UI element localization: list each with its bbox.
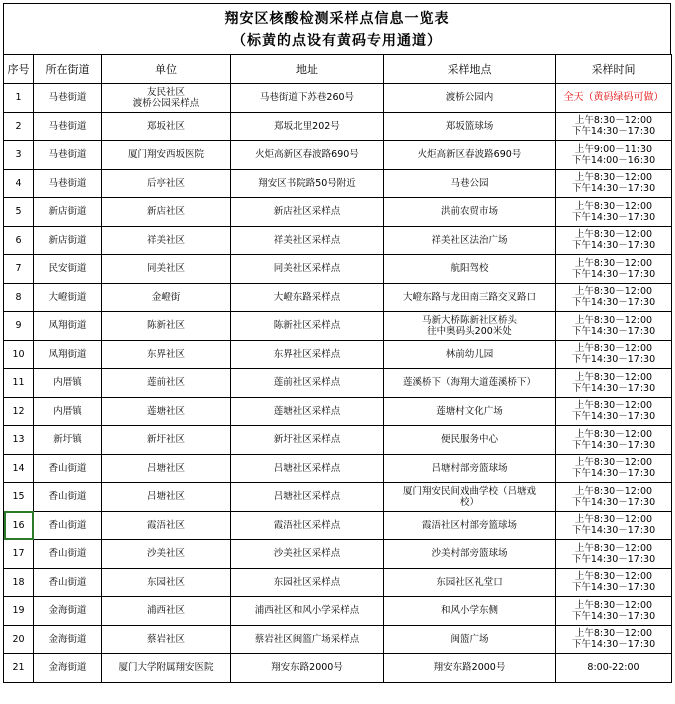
cell-index[interactable]: 4	[4, 169, 34, 198]
cell-time-line: 下午14:30－17:30	[571, 411, 656, 423]
cell-time[interactable]	[556, 540, 672, 569]
cell-unit-line: 新店社区	[146, 206, 185, 218]
cell-time-line: 下午14:30－17:30	[571, 240, 656, 252]
cell-time-line: 上午8:30－12:00	[574, 229, 653, 241]
cell-site-line: 渡桥公园内	[445, 92, 494, 104]
cell-unit-line: 同美社区	[146, 263, 185, 275]
cell-time[interactable]	[556, 369, 672, 398]
cell-unit[interactable]	[102, 597, 231, 626]
table-row	[4, 540, 672, 569]
table-row	[4, 511, 672, 540]
sheet-title: 翔安区核酸检测采样点信息一览表	[224, 11, 450, 27]
cell-site[interactable]	[384, 226, 556, 255]
cell-time[interactable]	[556, 312, 672, 341]
cell-site-line: 霞浯社区村部旁篮球场	[421, 519, 517, 531]
cell-index[interactable]: 18	[4, 568, 34, 597]
cell-street[interactable]: 马巷街道	[34, 141, 102, 170]
header-cell-time[interactable]: 采样时间	[556, 55, 672, 84]
table-row	[4, 625, 672, 654]
cell-unit-line: 浦西社区	[146, 605, 185, 617]
cell-street[interactable]: 内厝镇	[34, 369, 102, 398]
cell-street[interactable]: 金海街道	[34, 654, 102, 683]
cell-address[interactable]: 新店社区采样点	[231, 198, 384, 227]
cell-time[interactable]	[556, 483, 672, 512]
cell-time[interactable]	[556, 654, 672, 683]
cell-address[interactable]: 吕塘社区采样点	[231, 483, 384, 512]
cell-time-line: 上午8:30－12:00	[574, 571, 653, 583]
cell-street[interactable]: 新圩镇	[34, 426, 102, 455]
cell-site[interactable]	[384, 283, 556, 312]
table-header-row	[4, 55, 672, 84]
cell-unit[interactable]	[102, 625, 231, 654]
table-row	[4, 112, 672, 141]
cell-unit[interactable]	[102, 654, 231, 683]
cell-time[interactable]	[556, 568, 672, 597]
table-row	[4, 454, 672, 483]
cell-time-line: 上午8:30－12:00	[574, 514, 653, 526]
table-row	[4, 426, 672, 455]
cell-unit[interactable]	[102, 454, 231, 483]
cell-street[interactable]: 香山街道	[34, 511, 102, 540]
table-row	[4, 255, 672, 284]
cell-site[interactable]	[384, 568, 556, 597]
table-row	[4, 340, 672, 369]
cell-site[interactable]	[384, 511, 556, 540]
cell-unit-line: 金嶝街	[151, 291, 181, 303]
cell-time-line: 下午14:30－17:30	[571, 582, 656, 594]
cell-site[interactable]	[384, 597, 556, 626]
header-cell-address[interactable]: 地址	[231, 55, 384, 84]
cell-unit[interactable]	[102, 226, 231, 255]
cell-site[interactable]	[384, 397, 556, 426]
cell-site[interactable]	[384, 426, 556, 455]
cell-time-line: 下午14:30－17:30	[571, 268, 656, 280]
cell-site-line: 沙美村部旁篮球场	[431, 548, 508, 560]
cell-street[interactable]: 香山街道	[34, 454, 102, 483]
cell-site-line: 厦门翔安民间戏曲学校（吕塘戏	[402, 485, 536, 497]
cell-site-line: 往中奥码头200米处	[427, 325, 512, 337]
cell-unit[interactable]	[102, 84, 231, 113]
cell-street[interactable]: 新店街道	[34, 198, 102, 227]
cell-site[interactable]	[384, 141, 556, 170]
cell-street[interactable]: 内厝镇	[34, 397, 102, 426]
cell-time-line: 上午8:30－12:00	[574, 599, 653, 611]
cell-time-line: 下午14:30－17:30	[571, 354, 656, 366]
cell-index[interactable]: 11	[4, 369, 34, 398]
cell-site[interactable]	[384, 312, 556, 341]
cell-address[interactable]: 陈新社区采样点	[231, 312, 384, 341]
header-cell-street[interactable]: 所在街道	[34, 55, 102, 84]
cell-address[interactable]: 莲前社区采样点	[231, 369, 384, 398]
sheet-subtitle: （标黄的点设有黄码专用通道）	[232, 33, 442, 49]
table-row	[4, 654, 672, 683]
cell-unit-line: 陈新社区	[146, 320, 185, 332]
cell-site-line: 洪前农贸市场	[440, 206, 498, 218]
cell-time-line: 上午8:30－12:00	[574, 457, 653, 469]
cell-site-line: 马新大桥陈新社区桥头	[421, 314, 517, 326]
header-cell-site[interactable]: 采样地点	[384, 55, 556, 84]
cell-address[interactable]: 莲塘社区采样点	[231, 397, 384, 426]
cell-address[interactable]: 马巷街道下苏巷260号	[231, 84, 384, 113]
cell-time-line: 下午14:30－17:30	[571, 382, 656, 394]
cell-time-line: 下午14:30－17:30	[571, 553, 656, 565]
cell-site-line: 郑坂篮球场	[445, 120, 494, 132]
cell-address[interactable]: 新圩社区采样点	[231, 426, 384, 455]
table-row	[4, 568, 672, 597]
cell-time-line: 上午8:30－12:00	[574, 428, 653, 440]
cell-time[interactable]	[556, 426, 672, 455]
cell-unit-line: 厦门翔安西坂医院	[127, 149, 204, 161]
cell-time[interactable]	[556, 255, 672, 284]
cell-time[interactable]	[556, 397, 672, 426]
cell-time-line: 上午8:30－12:00	[574, 257, 653, 269]
header-cell-unit[interactable]: 单位	[102, 55, 231, 84]
cell-time-line: 上午8:30－12:00	[574, 286, 653, 298]
cell-unit[interactable]	[102, 112, 231, 141]
cell-address[interactable]: 祥美社区采样点	[231, 226, 384, 255]
cell-time-line: 上午8:30－12:00	[574, 542, 653, 554]
cell-index[interactable]: 12	[4, 397, 34, 426]
cell-unit-line: 莲塘社区	[146, 405, 185, 417]
cell-site-line: 东园社区礼堂口	[436, 576, 503, 588]
table-row	[4, 169, 672, 198]
cell-street[interactable]: 香山街道	[34, 540, 102, 569]
cell-site-line: 吕塘村部旁篮球场	[431, 462, 508, 474]
cell-time[interactable]	[556, 625, 672, 654]
table-row	[4, 283, 672, 312]
cell-unit-line: 沙美社区	[146, 548, 185, 560]
cell-address[interactable]: 大嶝东路采样点	[231, 283, 384, 312]
cell-site[interactable]	[384, 483, 556, 512]
cell-site-line: 莲溪桥下（海翔大道莲溪桥下）	[402, 377, 536, 389]
cell-index[interactable]: 13	[4, 426, 34, 455]
cell-unit[interactable]	[102, 426, 231, 455]
cell-unit[interactable]	[102, 369, 231, 398]
cell-address[interactable]: 吕塘社区采样点	[231, 454, 384, 483]
cell-index[interactable]: 8	[4, 283, 34, 312]
cell-unit-line: 渡桥公园采样点	[132, 97, 200, 109]
table-row	[4, 369, 672, 398]
cell-unit[interactable]	[102, 483, 231, 512]
cell-unit[interactable]	[102, 397, 231, 426]
cell-unit-line: 吕塘社区	[146, 491, 185, 503]
cell-unit-line: 蔡岩社区	[146, 633, 185, 645]
cell-index[interactable]: 15	[4, 483, 34, 512]
cell-street[interactable]: 大嶝街道	[34, 283, 102, 312]
cell-site-line: 火炬高新区春波路690号	[417, 149, 522, 161]
cell-time-line: 下午14:30－17:30	[571, 439, 656, 451]
cell-index[interactable]: 1	[4, 84, 34, 113]
cell-street[interactable]: 金海街道	[34, 625, 102, 654]
cell-site[interactable]	[384, 540, 556, 569]
cell-unit-line: 厦门大学附属翔安医院	[118, 662, 214, 674]
cell-site-line: 祥美社区法治广场	[431, 234, 508, 246]
cell-address[interactable]: 沙美社区采样点	[231, 540, 384, 569]
cell-address[interactable]: 郑坂北里202号	[231, 112, 384, 141]
cell-unit[interactable]	[102, 540, 231, 569]
cell-site[interactable]	[384, 369, 556, 398]
cell-index[interactable]: 7	[4, 255, 34, 284]
cell-site-line: 便民服务中心	[440, 434, 498, 446]
cell-unit[interactable]	[102, 568, 231, 597]
cell-time-line: 下午14:30－17:30	[571, 183, 656, 195]
cell-unit[interactable]	[102, 340, 231, 369]
cell-site[interactable]	[384, 625, 556, 654]
cell-time-line: 上午8:30－12:00	[574, 485, 653, 497]
cell-address[interactable]: 翔安东路2000号	[231, 654, 384, 683]
cell-time-line: 8:00-22:00	[587, 662, 640, 674]
table-row	[4, 84, 672, 113]
cell-index[interactable]: 14	[4, 454, 34, 483]
cell-site[interactable]	[384, 454, 556, 483]
cell-site[interactable]	[384, 255, 556, 284]
table-row	[4, 226, 672, 255]
cell-index[interactable]: 6	[4, 226, 34, 255]
cell-address[interactable]: 东园社区采样点	[231, 568, 384, 597]
cell-index[interactable]: 16	[4, 511, 34, 540]
table-row	[4, 397, 672, 426]
cell-address[interactable]: 同美社区采样点	[231, 255, 384, 284]
cell-unit[interactable]	[102, 255, 231, 284]
sampling-sites-table	[3, 54, 672, 683]
cell-site-line: 马巷公园	[450, 177, 489, 189]
cell-time-line: 上午8:30－12:00	[574, 200, 653, 212]
table-row	[4, 483, 672, 512]
cell-time-line: 下午14:30－17:30	[571, 496, 656, 508]
cell-unit-line: 东园社区	[146, 576, 185, 588]
table-row	[4, 198, 672, 227]
cell-time-line: 上午8:30－12:00	[574, 343, 653, 355]
cell-index[interactable]: 3	[4, 141, 34, 170]
cell-unit-line: 祥美社区	[146, 234, 185, 246]
cell-address[interactable]: 火炬高新区春波路690号	[231, 141, 384, 170]
table-row	[4, 597, 672, 626]
cell-time[interactable]	[556, 340, 672, 369]
cell-time-line: 下午14:30－17:30	[571, 211, 656, 223]
cell-time[interactable]	[556, 84, 672, 113]
cell-time-line: 下午14:00－16:30	[571, 154, 656, 166]
cell-time-line: 下午14:30－17:30	[571, 639, 656, 651]
cell-street[interactable]: 新店街道	[34, 226, 102, 255]
cell-index[interactable]: 19	[4, 597, 34, 626]
cell-street[interactable]: 金海街道	[34, 597, 102, 626]
cell-site[interactable]	[384, 198, 556, 227]
cell-time-line: 上午8:30－12:00	[574, 115, 653, 127]
cell-index[interactable]: 17	[4, 540, 34, 569]
cell-index[interactable]: 9	[4, 312, 34, 341]
cell-unit-line: 东界社区	[146, 348, 185, 360]
cell-time-line: 下午14:30－17:30	[571, 297, 656, 309]
cell-unit[interactable]	[102, 169, 231, 198]
cell-time[interactable]	[556, 454, 672, 483]
cell-site-line: 大嶝东路与龙田南三路交叉路口	[402, 291, 536, 303]
cell-time-line: 上午8:30－12:00	[574, 314, 653, 326]
cell-site-line: 和风小学东侧	[440, 605, 498, 617]
cell-time-line: 下午14:30－17:30	[571, 325, 656, 337]
cell-street[interactable]: 香山街道	[34, 483, 102, 512]
cell-site[interactable]	[384, 169, 556, 198]
cell-address[interactable]: 翔安区书院路50号附近	[231, 169, 384, 198]
cell-site-line: 校）	[459, 496, 479, 508]
cell-time[interactable]	[556, 511, 672, 540]
cell-site-line: 林前幼儿园	[445, 348, 494, 360]
table-row	[4, 312, 672, 341]
cell-time[interactable]	[556, 141, 672, 170]
header-cell-index[interactable]: 序号	[4, 55, 34, 84]
cell-time-line: 上午8:30－12:00	[574, 400, 653, 412]
cell-unit-line: 吕塘社区	[146, 462, 185, 474]
cell-address[interactable]: 蔡岩社区闽篮广场采样点	[231, 625, 384, 654]
cell-site-line: 莲塘村文化广场	[436, 405, 503, 417]
cell-time-line: 下午14:30－17:30	[571, 126, 656, 138]
table-body	[4, 84, 672, 683]
cell-unit-line: 后亭社区	[146, 177, 185, 189]
cell-street[interactable]: 民安街道	[34, 255, 102, 284]
cell-site-line: 闽篮广场	[450, 633, 489, 645]
cell-street[interactable]: 凤翔街道	[34, 340, 102, 369]
cell-time-line: 下午14:30－17:30	[571, 468, 656, 480]
cell-time-line: 上午8:30－12:00	[574, 371, 653, 383]
cell-index[interactable]: 20	[4, 625, 34, 654]
cell-index[interactable]: 10	[4, 340, 34, 369]
cell-street[interactable]: 马巷街道	[34, 169, 102, 198]
cell-time[interactable]	[556, 283, 672, 312]
cell-time[interactable]	[556, 198, 672, 227]
cell-unit[interactable]	[102, 141, 231, 170]
cell-unit-line: 友民社区	[146, 86, 185, 98]
cell-index[interactable]: 21	[4, 654, 34, 683]
cell-street[interactable]: 马巷街道	[34, 112, 102, 141]
cell-unit-line: 霞浯社区	[146, 519, 185, 531]
table-row	[4, 141, 672, 170]
cell-time[interactable]	[556, 226, 672, 255]
cell-unit[interactable]	[102, 312, 231, 341]
cell-index[interactable]: 5	[4, 198, 34, 227]
cell-unit[interactable]	[102, 283, 231, 312]
cell-time-line: 全天（黄码绿码可做）	[563, 92, 664, 104]
cell-site[interactable]	[384, 84, 556, 113]
cell-site-line: 翔安东路2000号	[433, 662, 506, 674]
cell-time-line: 上午9:00－11:30	[574, 143, 653, 155]
cell-street[interactable]: 香山街道	[34, 568, 102, 597]
cell-address[interactable]: 东界社区采样点	[231, 340, 384, 369]
cell-time-line: 上午8:30－12:00	[574, 172, 653, 184]
cell-time[interactable]	[556, 169, 672, 198]
cell-address[interactable]: 霞浯社区采样点	[231, 511, 384, 540]
cell-unit[interactable]	[102, 511, 231, 540]
cell-site[interactable]	[384, 654, 556, 683]
cell-time[interactable]	[556, 597, 672, 626]
cell-street[interactable]: 马巷街道	[34, 84, 102, 113]
cell-unit[interactable]	[102, 198, 231, 227]
cell-time-line: 下午14:30－17:30	[571, 610, 656, 622]
cell-unit-line: 郑坂社区	[146, 120, 185, 132]
cell-time-line: 下午14:30－17:30	[571, 525, 656, 537]
cell-time[interactable]	[556, 112, 672, 141]
cell-street[interactable]: 凤翔街道	[34, 312, 102, 341]
cell-unit-line: 新圩社区	[146, 434, 185, 446]
cell-site[interactable]	[384, 112, 556, 141]
sheet-title-block	[3, 3, 671, 55]
cell-site[interactable]	[384, 340, 556, 369]
cell-site-line: 航阳驾校	[450, 263, 489, 275]
cell-index[interactable]: 2	[4, 112, 34, 141]
cell-unit-line: 莲前社区	[146, 377, 185, 389]
cell-time-line: 上午8:30－12:00	[574, 628, 653, 640]
cell-address[interactable]: 浦西社区和风小学采样点	[231, 597, 384, 626]
